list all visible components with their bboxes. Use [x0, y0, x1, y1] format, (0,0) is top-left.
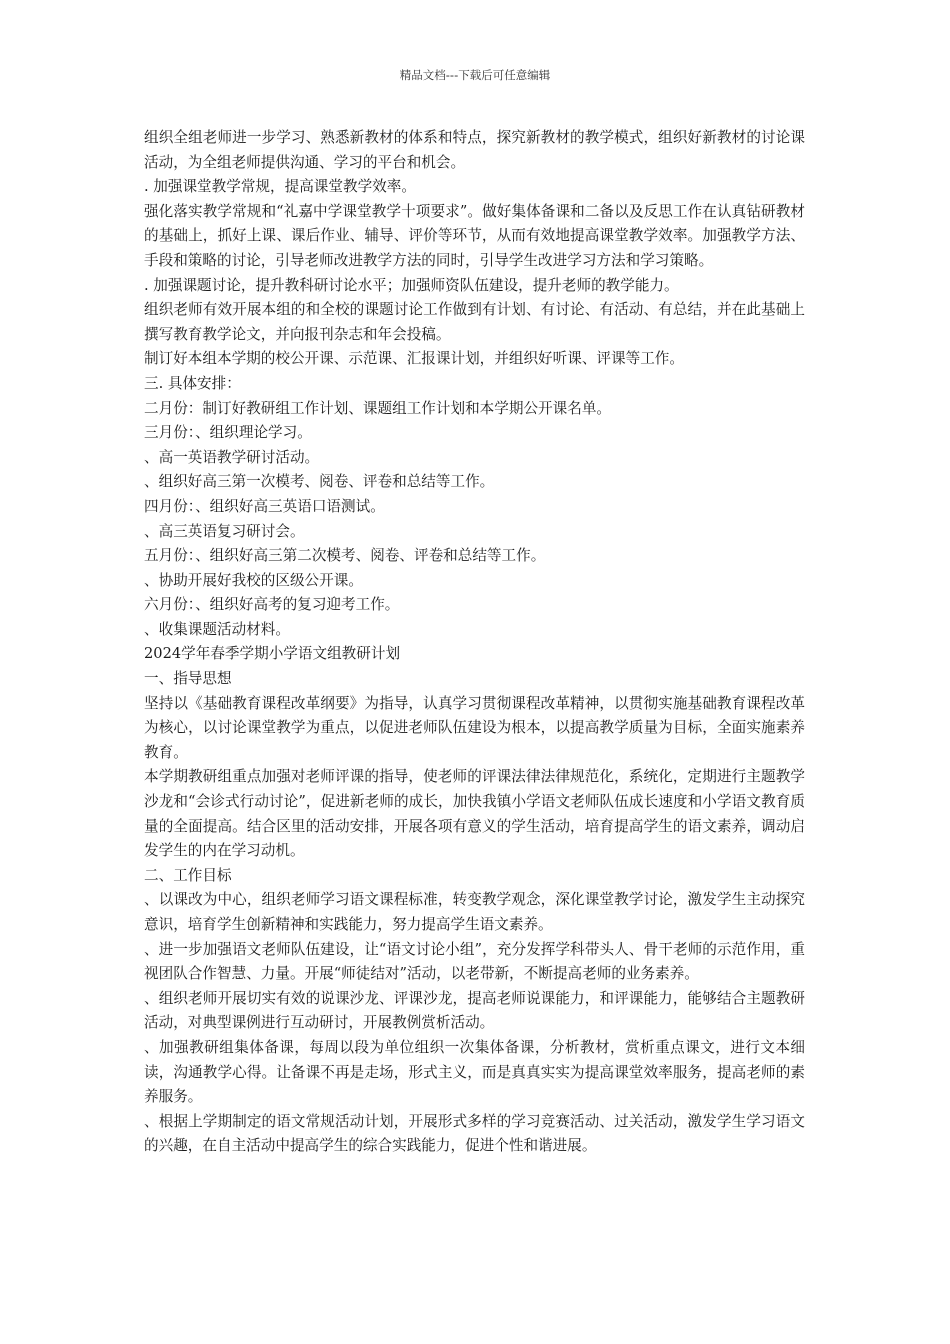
schedule-item: 四月份：、组织好高三英语口语测试。 [144, 497, 385, 515]
paragraph: . 加强课堂教学常规，提高课堂教学效率。 [144, 178, 416, 196]
goal-item: 、加强教研组集体备课，每周以段为单位组织一次集体备课，分析教材，赏析重点课文，进行文本细读，沟通教学心得。让备课不再是走场，形式主义，而是真真实实为提高课堂效率服务，提高老师的素养服务。 [144, 1038, 805, 1106]
goal-item: 、进一步加强语文老师队伍建设，让“语文讨论小组”，充分发挥学科带头人、骨干老师的示范作用，重视团队合作智慧、力量。开展“师徒结对”活动，以老带新，不断提高老师的业务素养。 [144, 940, 805, 983]
document-title: 2024学年春季学期小学语文组教研计划 [144, 645, 401, 663]
goal-item: 、根据上学期制定的语文常规活动计划，开展形式多样的学习竞赛活动、过关活动，激发学生学习语文的兴趣，在自主活动中提高学生的综合实践能力，促进个性和谐进展。 [144, 1112, 805, 1155]
schedule-item: 六月份：、组织好高考的复习迎考工作。 [144, 596, 400, 614]
paragraph: 强化落实教学常规和“礼嘉中学课堂教学十项要求”。做好集体备课和二备以及反思工作在认真钻研教材的基础上，抓好上课、课后作业、辅导、评价等环节，从而有效地提高课堂教学效率。加强教学方法、手段和策略的讨论，引导老师改进教学方法的同时，引导学生改进学习方法和学习策略。 [144, 202, 805, 269]
schedule-item: 、协助开展好我校的区级公开课。 [144, 571, 363, 589]
schedule-item: 、组织好高三第一次模考、阅卷、评卷和总结等工作。 [144, 473, 495, 491]
goal-item: 、组织老师开展切实有效的说课沙龙、评课沙龙，提高老师说课能力，和评课能力，能够结合主题教研活动，对典型课例进行互动研讨，开展教例赏析活动。 [144, 989, 805, 1032]
schedule-item: 、高一英语教学研讨活动。 [144, 448, 320, 466]
document-body [144, 126, 805, 1159]
schedule-item: 、高三英语复习研讨会。 [144, 522, 305, 540]
goal-item: 、以课改为中心，组织老师学习语文课程标准，转变教学观念，深化课堂教学讨论，激发学生主动探究意识，培育学生创新精神和实践能力，努力提高学生语文素养。 [144, 891, 805, 933]
paragraph: 组织老师有效开展本组的和全校的课题讨论工作做到有计划、有讨论、有活动、有总结，并在此基础上撰写教育教学论文，并向报刊杂志和年会投稿。 [144, 301, 805, 343]
schedule-item: 、收集课题活动材料。 [144, 620, 290, 638]
paragraph: 组织全组老师进一步学习、熟悉新教材的体系和特点，探究新教材的教学模式，组织好新教材的讨论课活动，为全组老师提供沟通、学习的平台和机会。 [144, 129, 805, 171]
paragraph: 坚持以《基础教育课程改革纲要》为指导，认真学习贯彻课程改革精神，以贯彻实施基础教育课程改革为核心，以讨论课堂教学为重点，以促进老师队伍建设为根本，以提高教学质量为目标，全面实施素养教育。 [144, 694, 805, 761]
paragraph: 本学期教研组重点加强对老师评课的指导，使老师的评课法律法律规范化，系统化，定期进行主题教学沙龙和“会诊式行动讨论”，促进新老师的成长，加快我镇小学语文老师队伍成长速度和小学语文教育质量的全面提高。结合区里的活动安排，开展各项有意义的学生活动，培育提高学生的语文素养，调动启发学生的内在学习动机。 [144, 768, 805, 860]
schedule-item: 二月份：制订好教研组工作计划、课题组工作计划和本学期公开课名单。 [144, 399, 612, 417]
paragraph: 制订好本组本学期的校公开课、示范课、汇报课计划，并组织好听课、评课等工作。 [144, 350, 684, 368]
section-heading: 三. 具体安排： [144, 374, 241, 392]
section-heading: 二、工作目标 [144, 866, 232, 884]
schedule-item: 三月份：、组织理论学习。 [144, 424, 312, 442]
page-header: 精品文档---下载后可任意编辑 [399, 68, 551, 82]
section-heading: 一、指导思想 [144, 670, 232, 688]
paragraph: . 加强课题讨论，提升教科研讨论水平；加强师资队伍建设，提升老师的教学能力。 [144, 276, 679, 294]
schedule-item: 五月份：、组织好高三第二次模考、阅卷、评卷和总结等工作。 [144, 547, 546, 565]
